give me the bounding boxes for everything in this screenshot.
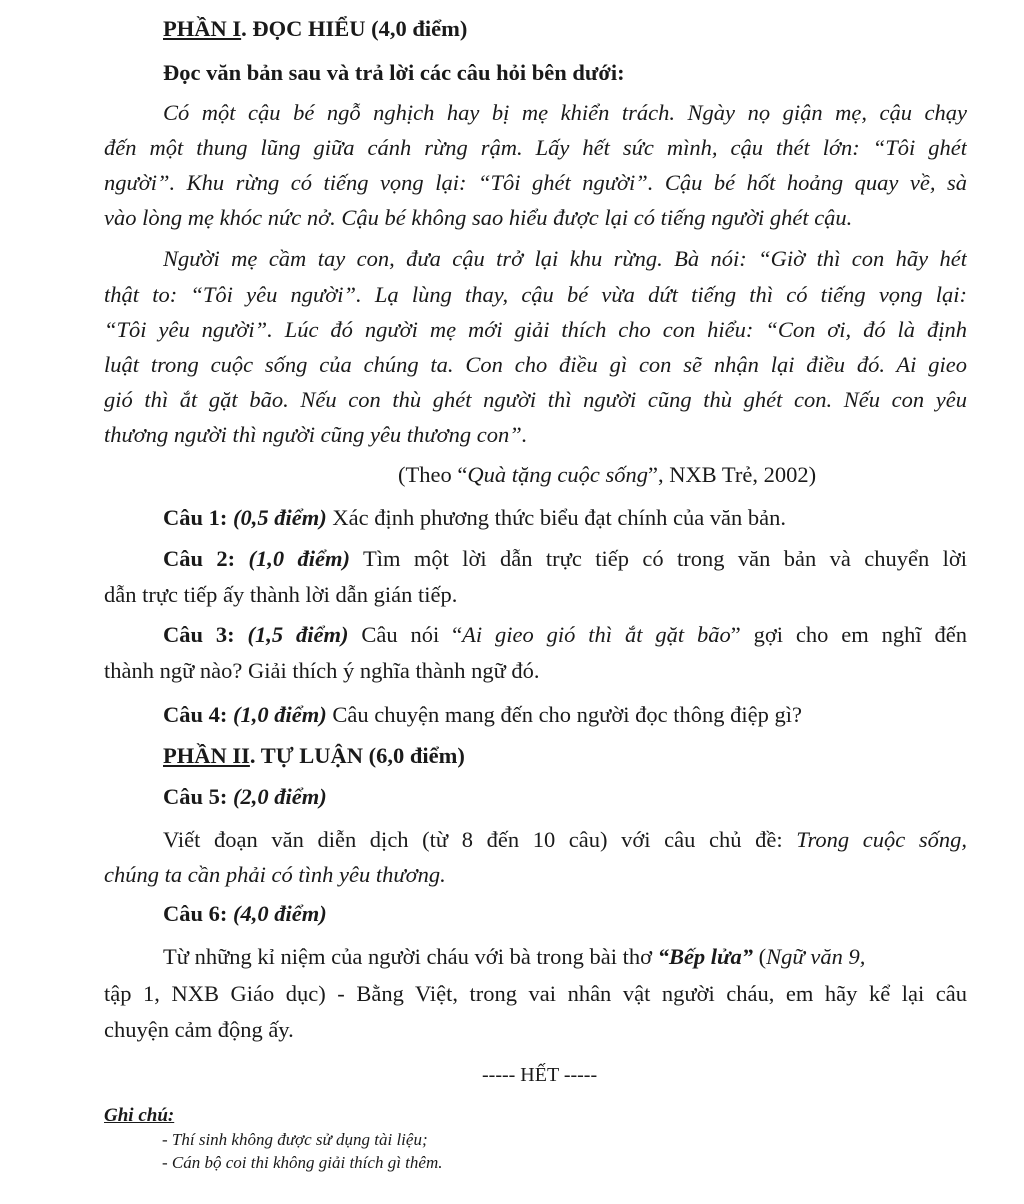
- end-marker: ----- HẾT -----: [482, 1064, 598, 1086]
- book-title: Ngữ văn 9,: [766, 944, 866, 969]
- question-1: [163, 503, 786, 533]
- question-text: Xác định phương thức biểu đạt chính của văn bản.: [332, 505, 787, 530]
- note-line: - Thí sinh không được sử dụng tài liệu;: [162, 1130, 428, 1149]
- passage-line: luật trong cuộc sống của chúng ta. Con cho điều gì con sẽ nhận lại điều đó. Ai gieo: [104, 352, 967, 377]
- question-quote: Ai gieo gió thì ắt gặt bão: [462, 622, 731, 647]
- question-5-text: Viết đoạn văn diễn dịch (từ 8 đến 10 câu) với câu chủ đề: Trong cuộc sống,: [163, 827, 967, 852]
- question-score: (0,5 điểm): [233, 505, 327, 530]
- question-5-heading: [163, 782, 327, 812]
- question-label: Câu 1:: [163, 505, 228, 530]
- question-3-line-2: thành ngữ nào? Giải thích ý nghĩa thành ngữ đó.: [104, 658, 540, 683]
- question-6-line-2: tập 1, NXB Giáo dục) - Bằng Việt, trong vai nhân vật người cháu, em hãy kể lại câu: [104, 981, 967, 1006]
- passage-line: đến một thung lũng giữa cánh rừng rậm. Lấy hết sức mình, cậu thét lớn: “Tôi ghét: [104, 135, 967, 160]
- question-score: (4,0 điểm): [233, 901, 327, 926]
- passage-line: thương người thì người cũng yêu thương con”.: [104, 422, 528, 447]
- question-label: Câu 3:: [163, 622, 235, 647]
- question-text: Câu chuyện mang đến cho người đọc thông điệp gì?: [332, 702, 802, 727]
- question-text: Tìm một lời dẫn trực tiếp có trong văn bản và chuyển lời: [363, 546, 967, 571]
- question-label: Câu 6:: [163, 901, 228, 926]
- passage-line: thật to: “Tôi yêu người”. Lạ lùng thay, cậu bé vừa dứt tiếng thì có tiếng vọng lại:: [104, 282, 967, 307]
- question-6-heading: [163, 899, 327, 929]
- part1-instruction: Đọc văn bản sau và trả lời các câu hỏi bên dưới:: [163, 60, 625, 85]
- question-4: [163, 700, 802, 730]
- source-title: Quà tặng cuộc sống: [467, 462, 648, 487]
- question-3: Câu 3: (1,5 điểm) Câu nói “Ai gieo gió thì ắt gặt bão” gợi cho em nghĩ đến: [163, 622, 967, 647]
- part1-heading-title: . ĐỌC HIỂU (4,0 điểm): [241, 16, 468, 41]
- question-label: Câu 4:: [163, 702, 228, 727]
- question-5-line-2: chúng ta cần phải có tình yêu thương.: [104, 862, 446, 887]
- question-2: [163, 544, 967, 574]
- passage-line: Có một cậu bé ngỗ nghịch hay bị mẹ khiển trách. Ngày nọ giận mẹ, cậu chạy: [163, 100, 967, 125]
- question-score: (1,0 điểm): [248, 546, 351, 571]
- passage-line: Người mẹ cầm tay con, đưa cậu trở lại khu rừng. Bà nói: “Giờ thì con hãy hét: [163, 246, 967, 271]
- passage-source: (Theo “Quà tặng cuộc sống”, NXB Trẻ, 2002): [398, 462, 817, 487]
- question-label: Câu 5:: [163, 784, 228, 809]
- part2-heading: [163, 741, 465, 771]
- question-6-text: Từ những kỉ niệm của người cháu với bà trong bài thơ “Bếp lửa” (Ngữ văn 9,: [163, 944, 866, 969]
- question-score: (1,5 điểm): [247, 622, 349, 647]
- passage-line: “Tôi yêu người”. Lúc đó người mẹ mới giải thích cho con hiểu: “Con ơi, đó là định: [104, 317, 967, 342]
- passage-line: vào lòng mẹ khóc nức nở. Cậu bé không sao hiểu được lại có tiếng người ghét cậu.: [104, 205, 853, 230]
- passage-line: gió thì ắt gặt bão. Nếu con thù ghét người thì người cũng thù ghét con. Nếu con yêu: [104, 387, 967, 412]
- question-2-line-2: dẫn trực tiếp ấy thành lời dẫn gián tiếp.: [104, 582, 458, 607]
- note-line: - Cán bộ coi thi không giải thích gì thêm.: [162, 1153, 443, 1172]
- part1-heading-number: PHẦN I: [163, 16, 242, 41]
- part2-heading-title: . TỰ LUẬN (6,0 điểm): [249, 743, 465, 768]
- topic-sentence: Trong cuộc sống,: [796, 827, 967, 852]
- part1-heading: [163, 14, 467, 44]
- question-score: (2,0 điểm): [233, 784, 327, 809]
- question-score: (1,0 điểm): [233, 702, 327, 727]
- question-label: Câu 2:: [163, 546, 236, 571]
- poem-title: “Bếp lửa”: [657, 944, 754, 969]
- question-6-line-3: chuyện cảm động ấy.: [104, 1017, 294, 1042]
- part2-heading-number: PHẦN II: [163, 743, 250, 768]
- passage-line: người”. Khu rừng có tiếng vọng lại: “Tôi ghét người”. Cậu bé hốt hoảng quay về, sà: [104, 170, 967, 195]
- notes-title: Ghi chú:: [104, 1105, 175, 1126]
